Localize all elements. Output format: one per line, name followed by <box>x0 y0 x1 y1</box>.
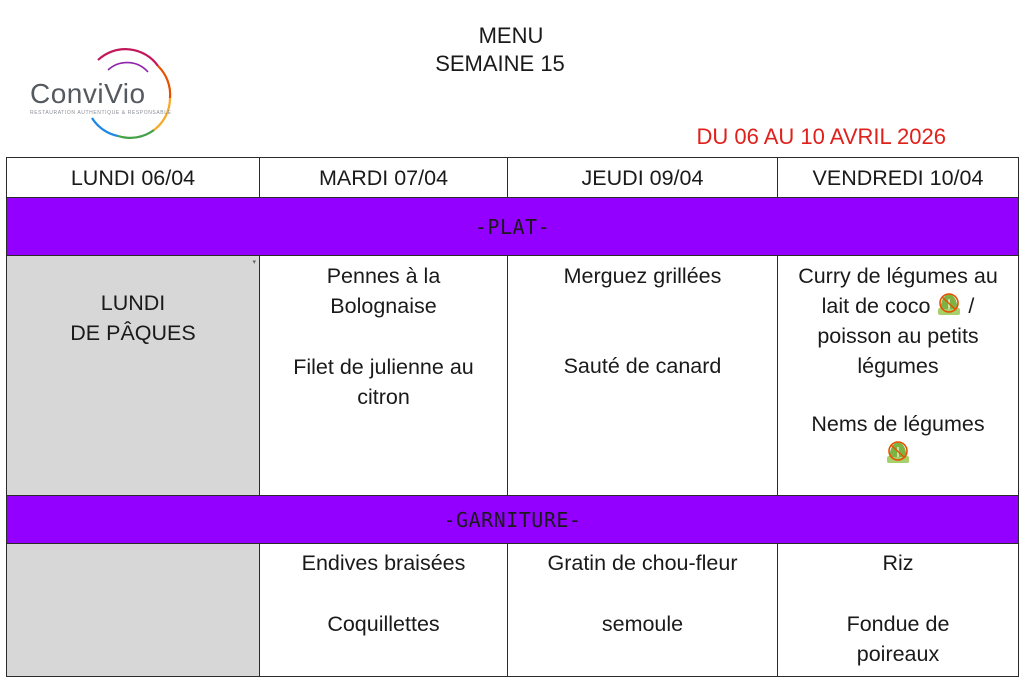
dish-separator: / <box>968 294 975 318</box>
garniture-lundi-cell <box>7 544 260 677</box>
dish-item: Merguez grillées <box>563 264 722 288</box>
garniture-row <box>7 544 1019 677</box>
dish-item-nems <box>778 409 1018 469</box>
dish-text: poisson au petits légumes <box>817 324 979 378</box>
dropdown-marker-icon: ▾ <box>252 259 256 266</box>
section-garniture-label: -GARNITURE- <box>7 496 1019 544</box>
dish-item: Sauté de canard <box>563 354 722 378</box>
side-item: semoule <box>601 612 684 636</box>
dish-text: Curry de légumes au lait de coco <box>798 264 998 318</box>
day-header-mardi: MARDI 07/04 <box>260 158 508 198</box>
logo-tagline: RESTAURATION AUTHENTIQUE & RESPONSABLE <box>30 110 172 116</box>
plat-jeudi-cell <box>508 256 778 496</box>
garniture-jeudi-cell <box>508 544 778 677</box>
side-item: Coquillettes <box>327 612 440 636</box>
day-header-jeudi: JEUDI 09/04 <box>508 158 778 198</box>
logo-wordmark: ConviVio <box>30 78 146 109</box>
date-range: DU 06 AU 10 AVRIL 2026 <box>696 124 946 149</box>
plat-row <box>7 256 1019 496</box>
plat-vendredi-cell <box>778 256 1019 496</box>
day-header-row <box>7 158 1019 198</box>
day-header-vendredi: VENDREDI 10/04 <box>778 158 1019 198</box>
vegetarian-icon <box>885 439 911 465</box>
garniture-vendredi-cell <box>778 544 1019 677</box>
side-item: Fondue de poireaux <box>846 612 950 666</box>
vegetarian-icon <box>936 291 962 317</box>
section-plat-label: -PLAT- <box>7 198 1019 256</box>
side-item: Gratin de chou-fleur <box>547 551 738 575</box>
title-week: SEMAINE 15 <box>435 51 565 76</box>
day-header-lundi: LUNDI 06/04 <box>7 158 260 198</box>
plat-lundi-cell <box>7 256 260 496</box>
dish-item: Pennes à la Bolognaise <box>326 264 441 318</box>
convivio-logo <box>26 48 186 140</box>
dish-item: Filet de julienne au citron <box>293 355 474 409</box>
menu-table <box>6 157 1019 677</box>
garniture-mardi-cell <box>260 544 508 677</box>
holiday-line-1: LUNDI <box>100 291 166 315</box>
plat-mardi-cell <box>260 256 508 496</box>
section-plat-row <box>7 198 1019 256</box>
dish-item-veg-curry <box>778 261 1018 381</box>
dish-text: Nems de légumes <box>811 412 985 436</box>
holiday-line-2: DE PÂQUES <box>70 321 196 345</box>
side-item: Endives braisées <box>301 551 466 575</box>
title-menu: MENU <box>478 23 544 48</box>
side-item: Riz <box>882 551 914 575</box>
section-garniture-row <box>7 496 1019 544</box>
